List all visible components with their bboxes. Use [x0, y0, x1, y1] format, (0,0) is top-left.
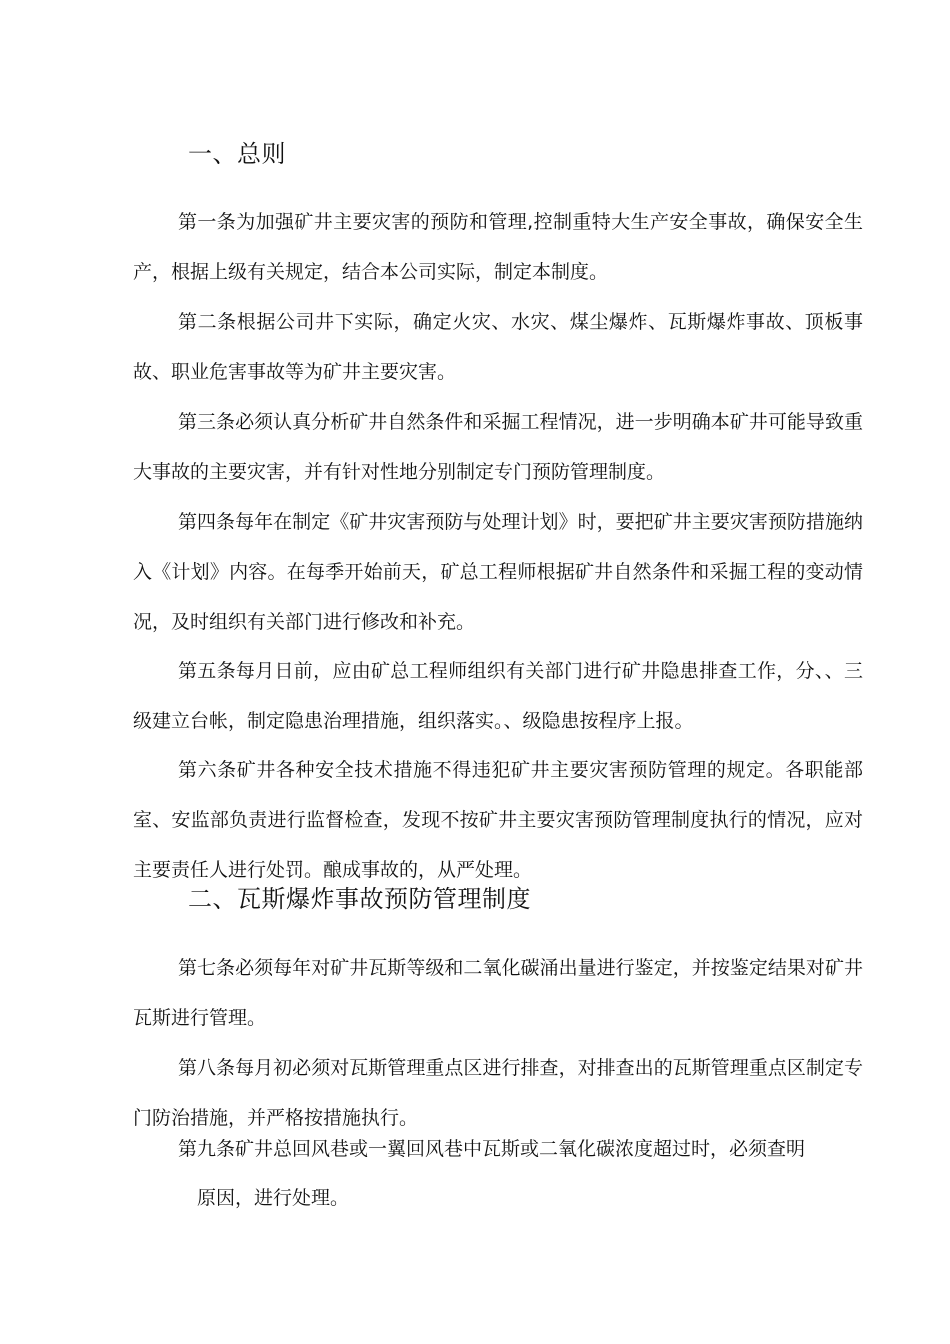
- section-heading-general: 一、总则: [188, 140, 286, 168]
- section-heading-gas-explosion: 二、瓦斯爆炸事故预防管理制度: [188, 885, 531, 913]
- article-9-line-1: 第九条矿井总回风巷或一翼回风巷中瓦斯或二氧化碳浓度超过时，必须查明: [178, 1138, 806, 1160]
- article-7-paragraph: 第七条必须每年对矿井瓦斯等级和二氧化碳涌出量进行鉴定，并按鉴定结果对矿井瓦斯进行管理。: [133, 957, 863, 1029]
- article-3-paragraph: 第三条必须认真分析矿井自然条件和采掘工程情况，进一步明确本矿井可能导致重大事故的主要灾害，并有针对性地分别制定专门预防管理制度。: [133, 411, 863, 483]
- article-6-paragraph: 第六条矿井各种安全技术措施不得违犯矿井主要灾害预防管理的规定。各职能部室、安监部负责进行监督检查，发现不按矿井主要灾害预防管理制度执行的情况，应对主要责任人进行处罚。酿成事故的，从严处理。: [133, 759, 863, 881]
- article-1-paragraph: 第一条为加强矿井主要灾害的预防和管理,控制重特大生产安全事故，确保安全生产，根据上级有关规定，结合本公司实际，制定本制度。: [133, 211, 863, 283]
- article-4-paragraph: 第四条每年在制定《矿井灾害预防与处理计划》时，要把矿井主要灾害预防措施纳入《计划》内容。在每季开始前天，矿总工程师根据矿井自然条件和采掘工程的变动情况，及时组织有关部门进行修改和补充。: [133, 511, 863, 633]
- article-9-line-2: 原因，进行处理。: [197, 1187, 350, 1209]
- article-8-paragraph: 第八条每月初必须对瓦斯管理重点区进行排查，对排查出的瓦斯管理重点区制定专门防治措施，并严格按措施执行。: [133, 1057, 863, 1129]
- article-5-paragraph: 第五条每月日前，应由矿总工程师组织有关部门进行矿井隐患排查工作，分、、三级建立台帐，制定隐患治理措施，组织落实。、级隐患按程序上报。: [133, 660, 863, 732]
- article-2-paragraph: 第二条根据公司井下实际，确定火灾、水灾、煤尘爆炸、瓦斯爆炸事故、顶板事故、职业危害事故等为矿井主要灾害。: [133, 311, 863, 383]
